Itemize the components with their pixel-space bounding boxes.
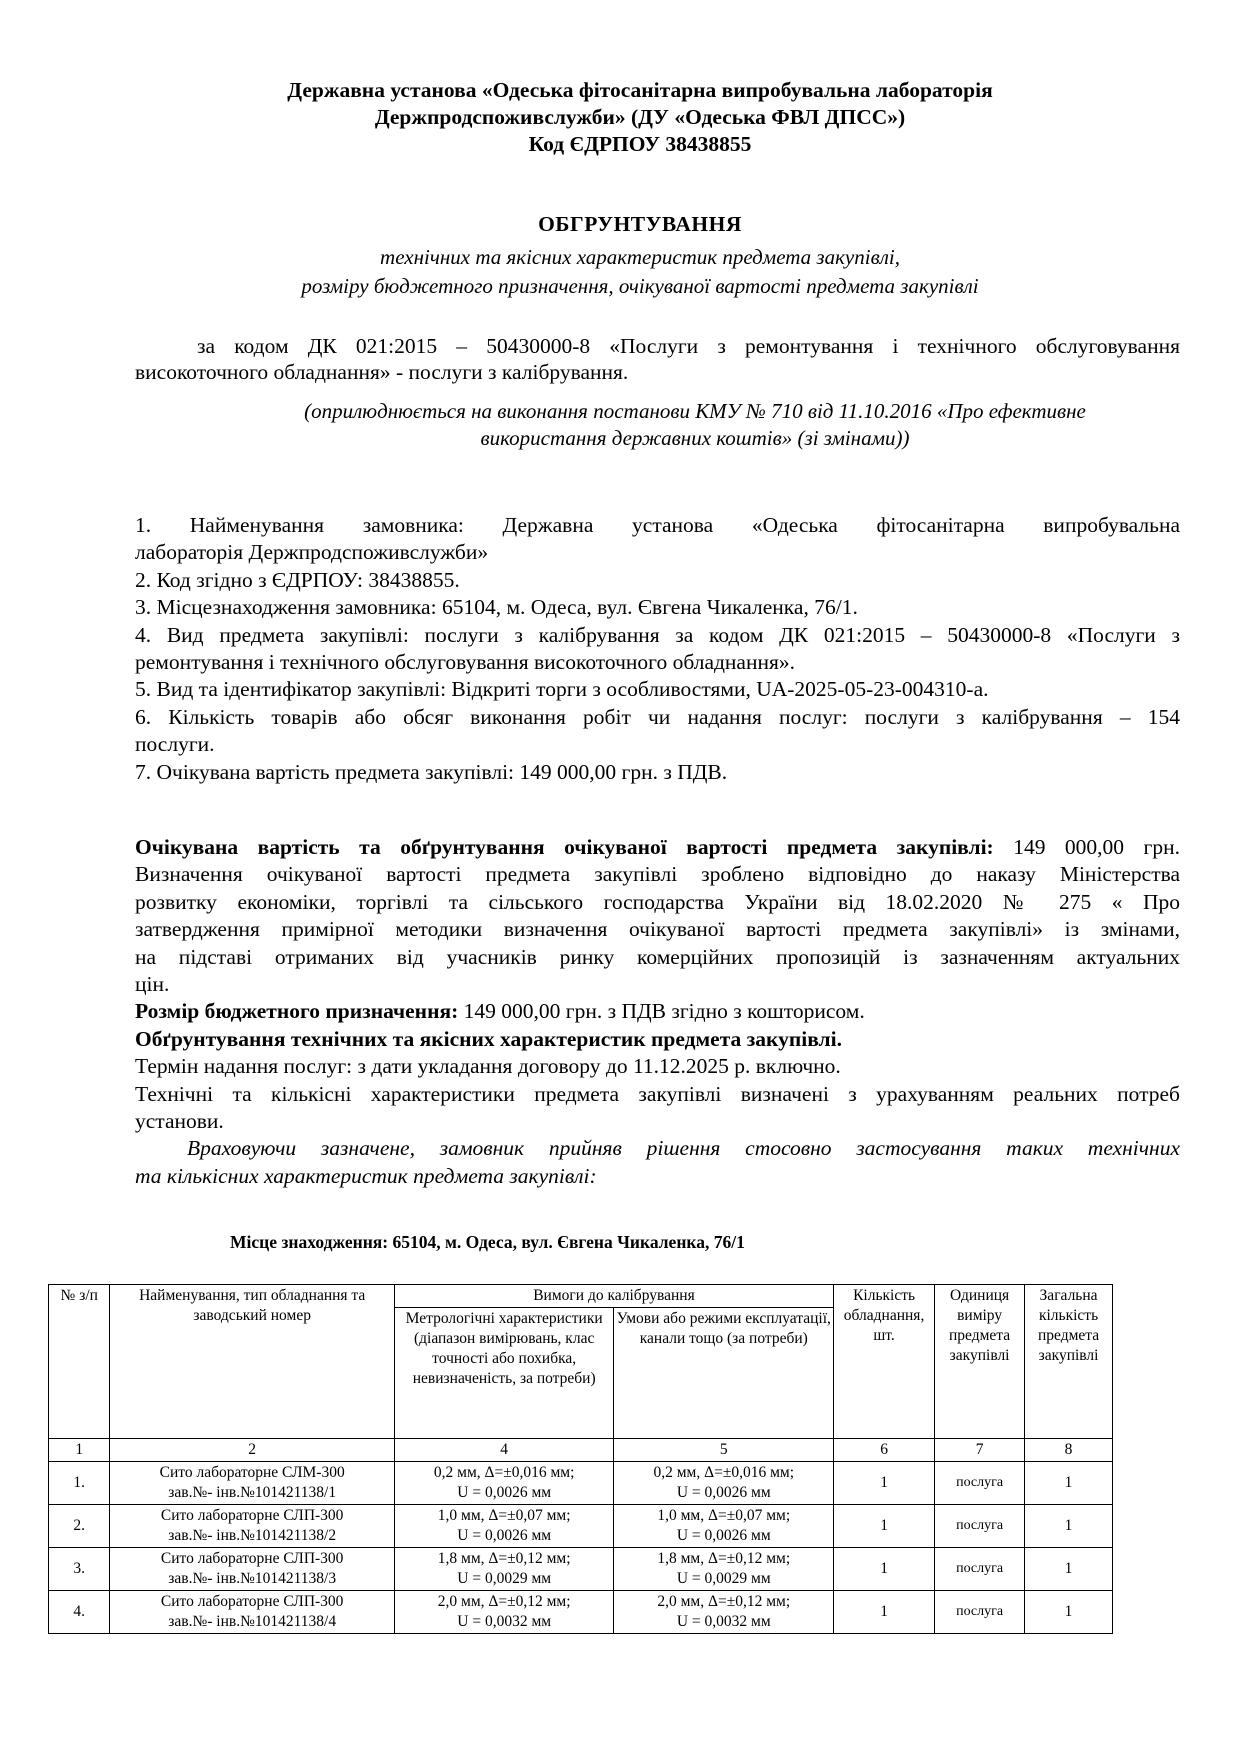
row-metrological <box>394 1591 614 1634</box>
table-row <box>49 1548 1113 1591</box>
header-quantity: Кількість обладнання, шт. <box>834 1285 935 1439</box>
colnum-4: 4 <box>394 1439 614 1462</box>
subtitle-line-2: розміру бюджетного призначення, очікуваної вартості предмета закупівлі <box>301 274 979 298</box>
row-conditions <box>614 1591 834 1634</box>
colnum-5: 5 <box>614 1439 834 1462</box>
row-unit: послуга <box>935 1548 1025 1591</box>
row-metrological <box>394 1505 614 1548</box>
list-item-4: 4. Вид предмета закупівлі: послуги з калібрування за кодом ДК 021:2015 – 50430000-8 «Послуги з <box>135 622 1180 647</box>
header-calibration-requirements: Вимоги до калібрування <box>394 1285 833 1308</box>
cond-range: 2,0 мм, Δ=±0,12 мм; <box>657 1593 791 1610</box>
code-line-2: високоточного обладнання» - послуги з калібрування. <box>135 360 629 384</box>
metro-range: 2,0 мм, Δ=±0,12 мм; <box>437 1593 571 1610</box>
cond-uncertainty: U = 0,0026 мм <box>676 1527 771 1544</box>
procurement-code-paragraph <box>135 333 1180 385</box>
row-total: 1 <box>1025 1548 1113 1591</box>
row-total: 1 <box>1025 1462 1113 1505</box>
list-item-7: 7. Очікувана вартість предмета закупівлі: 149 000,00 грн. з ПДВ. <box>135 759 728 784</box>
list-item-4-cont: ремонтування і технічного обслуговування високоточного обладнання». <box>135 650 796 675</box>
equipment-name: Сито лабораторне СЛП-300 <box>160 1507 344 1524</box>
cost-amount: 149 000,00 грн. <box>993 835 1180 859</box>
table-row <box>49 1505 1113 1548</box>
colnum-6: 6 <box>834 1439 935 1462</box>
equipment-name: Сито лабораторне СЛП-300 <box>160 1593 344 1610</box>
document-title: ОБГРУНТУВАННЯ <box>538 212 742 236</box>
cost-line-2: розвитку економіки, торгівлі та сільського господарства України від 18.02.2020 № 275 « Про <box>135 889 1180 914</box>
row-metrological <box>394 1462 614 1505</box>
cond-range: 0,2 мм, Δ=±0,016 мм; <box>653 1464 795 1481</box>
calibration-table <box>48 1284 1113 1634</box>
colnum-8: 8 <box>1025 1439 1113 1462</box>
table-row <box>49 1462 1113 1505</box>
row-unit: послуга <box>935 1462 1025 1505</box>
row-conditions <box>614 1462 834 1505</box>
org-code: Код ЄДРПОУ 38438855 <box>528 132 752 156</box>
row-equipment <box>110 1591 394 1634</box>
metro-range: 0,2 мм, Δ=±0,016 мм; <box>433 1464 575 1481</box>
list-item-1: 1. Найменування замовника: Державна установа «Одеська фітосанітарна випробувальна <box>135 513 1180 537</box>
cond-range: 1,8 мм, Δ=±0,12 мм; <box>657 1550 791 1567</box>
colnum-2: 2 <box>110 1439 394 1462</box>
row-conditions <box>614 1548 834 1591</box>
budget-value: 149 000,00 грн. з ПДВ згідно з кошторисом. <box>458 999 865 1024</box>
table-row <box>49 1591 1113 1634</box>
document-subtitle <box>140 243 1140 301</box>
decision-line-1: Враховуючи зазначене, замовник прийняв рішення стосовно застосування таких технічних <box>187 1136 1180 1161</box>
row-conditions <box>614 1505 834 1548</box>
cost-heading-line <box>135 834 1180 861</box>
organization-header <box>140 77 1140 158</box>
location-caption: Місце знаходження: 65104, м. Одеса, вул. Євгена Чикаленка, 76/1 <box>230 1232 745 1252</box>
cost-justification <box>135 834 1180 1190</box>
subtitle-line-1: технічних та якісних характеристик предмета закупівлі, <box>380 245 900 269</box>
equipment-serial: зав.№- інв.№101421138/1 <box>168 1484 337 1501</box>
org-line-1: Державна установа «Одеська фітосанітарна випробувальна лабораторія <box>287 78 993 102</box>
row-total: 1 <box>1025 1505 1113 1548</box>
service-term: Термін надання послуг: з дати укладання договору до 11.12.2025 р. включно. <box>135 1054 841 1079</box>
cond-uncertainty: U = 0,0026 мм <box>676 1484 771 1501</box>
row-quantity: 1 <box>834 1505 935 1548</box>
row-unit: послуга <box>935 1591 1025 1634</box>
list-item-6: 6. Кількість товарів або обсяг виконання робіт чи надання послуг: послуги з калібрування – 154 <box>135 704 1180 729</box>
row-quantity: 1 <box>834 1462 935 1505</box>
procurement-info-list <box>135 512 1180 786</box>
table-column-numbers <box>49 1439 1113 1462</box>
list-item-3: 3. Місцезнаходження замовника: 65104, м. Одеса, вул. Євгена Чикаленка, 76/1. <box>135 595 858 620</box>
row-total: 1 <box>1025 1591 1113 1634</box>
list-item-6-cont: послуги. <box>135 732 215 757</box>
row-unit: послуга <box>935 1505 1025 1548</box>
colnum-7: 7 <box>935 1439 1025 1462</box>
header-total: Загальна кількість предмета закупівлі <box>1025 1285 1113 1439</box>
equipment-serial: зав.№- інв.№101421138/4 <box>168 1613 337 1630</box>
metro-range: 1,0 мм, Δ=±0,07 мм; <box>437 1507 571 1524</box>
list-item-5: 5. Вид та ідентифікатор закупівлі: Відкриті торги з особливостями, UA-2025-05-23-004310-a. <box>135 677 989 702</box>
header-metrological: Метрологічні характеристики (діапазон вимірювань, клас точності або похибка, невизначеність, за потреби) <box>394 1308 614 1439</box>
colnum-1: 1 <box>49 1439 110 1462</box>
org-line-2: Держпродспоживслужби» (ДУ «Одеська ФВЛ ДПСС») <box>374 105 906 129</box>
equipment-serial: зав.№- інв.№101421138/3 <box>168 1570 337 1587</box>
note-line-2: використання державних коштів» (зі змінами)) <box>480 426 910 450</box>
tech-heading: Обґрунтування технічних та якісних характеристик предмета закупівлі. <box>135 1026 842 1051</box>
row-equipment <box>110 1505 394 1548</box>
header-unit: Одиниця виміру предмета закупівлі <box>935 1285 1025 1439</box>
code-line-1: за кодом ДК 021:2015 – 50430000-8 «Послуги з ремонтування і технічного обслуговування <box>197 334 1180 358</box>
metro-uncertainty: U = 0,0026 мм <box>457 1527 552 1544</box>
publication-note <box>215 398 1175 452</box>
cond-uncertainty: U = 0,0029 мм <box>676 1570 771 1587</box>
cond-uncertainty: U = 0,0032 мм <box>676 1613 771 1630</box>
tech-line-1: Технічні та кількісні характеристики предмета закупівлі визначені з урахуванням реальних потреб <box>135 1081 1180 1106</box>
equipment-name: Сито лабораторне СЛМ-300 <box>159 1464 345 1481</box>
cost-line-1: Визначення очікуваної вартості предмета закупівлі зроблено відповідно до наказу Міністерства <box>135 862 1180 887</box>
note-line-1: (оприлюднюється на виконання постанови КМУ № 710 від 11.10.2016 «Про ефективне <box>304 399 1086 423</box>
cost-line-3: затвердження примірної методики визначення очікуваної вартості предмета закупівлі» із змінами, <box>135 917 1180 942</box>
metro-uncertainty: U = 0,0032 мм <box>457 1613 552 1630</box>
list-item-1-cont: лабораторія Держпродспоживслужби» <box>135 540 489 565</box>
row-equipment <box>110 1548 394 1591</box>
tech-line-2: установи. <box>135 1109 224 1134</box>
header-conditions: Умови або режими експлуатації, канали тощо (за потреби) <box>614 1308 834 1439</box>
row-number: 4. <box>49 1591 110 1634</box>
list-item-2: 2. Код згідно з ЄДРПОУ: 38438855. <box>135 567 460 592</box>
cond-range: 1,0 мм, Δ=±0,07 мм; <box>657 1507 791 1524</box>
row-number: 1. <box>49 1462 110 1505</box>
row-quantity: 1 <box>834 1548 935 1591</box>
equipment-name: Сито лабораторне СЛП-300 <box>160 1550 344 1567</box>
table-header-row-1 <box>49 1285 1113 1308</box>
tech-heading-line <box>135 1026 1180 1053</box>
metro-uncertainty: U = 0,0029 мм <box>457 1570 552 1587</box>
header-number: № з/п <box>49 1285 110 1439</box>
equipment-serial: зав.№- інв.№101421138/2 <box>168 1527 337 1544</box>
metro-uncertainty: U = 0,0026 мм <box>457 1484 552 1501</box>
metro-range: 1,8 мм, Δ=±0,12 мм; <box>437 1550 571 1567</box>
cost-line-5: цін. <box>135 972 170 997</box>
row-quantity: 1 <box>834 1591 935 1634</box>
row-number: 3. <box>49 1548 110 1591</box>
budget-line <box>135 998 1180 1025</box>
decision-line-2: та кількісних характеристик предмета закупівлі: <box>135 1163 597 1188</box>
row-metrological <box>394 1548 614 1591</box>
row-number: 2. <box>49 1505 110 1548</box>
cost-heading: Очікувана вартість та обґрунтування очікуваної вартості предмета закупівлі: <box>135 835 994 859</box>
row-equipment <box>110 1462 394 1505</box>
header-equipment-name: Найменування, тип обладнання та заводський номер <box>110 1285 394 1439</box>
budget-label: Розмір бюджетного призначення: <box>135 999 459 1024</box>
cost-line-4: на підставі отриманих від учасників ринку комерційних пропозицій із зазначенням актуальних <box>135 944 1180 969</box>
